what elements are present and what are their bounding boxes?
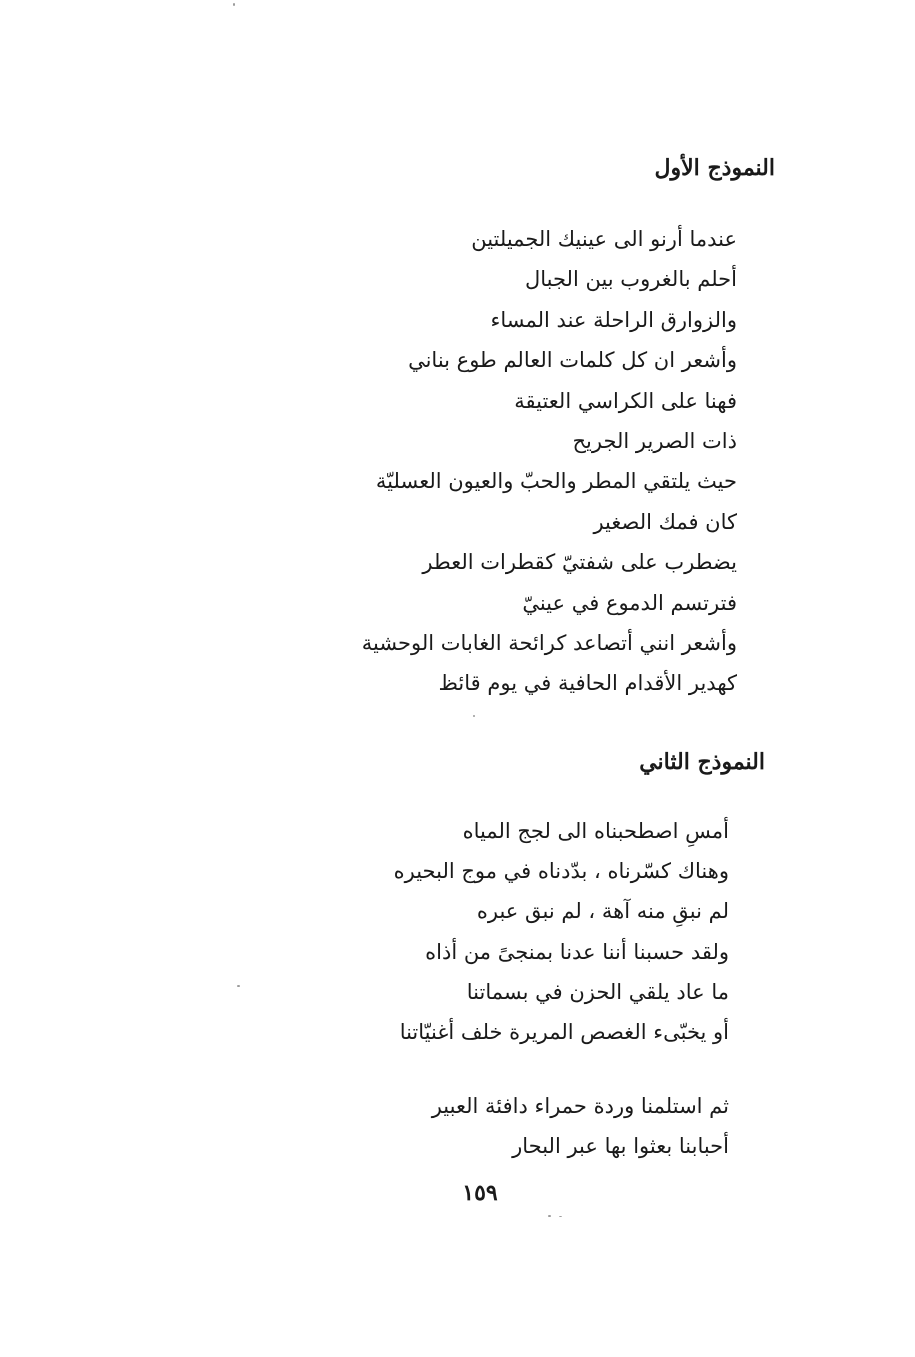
poem-line: ذات الصرير الجريح (572, 429, 737, 454)
poem-line: فترتسم الدموع في عينيّ (522, 590, 737, 615)
poem-line: أو يخبّىء الغصص المريرة خلف أغنيّاتنا (399, 1020, 729, 1045)
scan-speck (237, 985, 240, 987)
poem-line: حيث يلتقي المطر والحبّ والعيون العسليّة (375, 469, 737, 494)
section-title: النموذج الثاني (639, 749, 765, 775)
poem-section-second-model (394, 747, 765, 1167)
section-title: النموذج الأول (654, 155, 775, 181)
poem-line: وأشعر انني أتصاعد كرائحة الغابات الوحشية (361, 631, 737, 656)
poem-line: يضطرب على شفتيّ كقطرات العطر (422, 550, 737, 575)
scan-speck (233, 3, 235, 6)
page-number: ١٥٩ (462, 1180, 498, 1206)
poem-line: أحبابنا بعثوا بها عبر البحار (512, 1134, 729, 1159)
poem-line: والزوارق الراحلة عند المساء (490, 307, 737, 332)
poem-line: ثم استلمنا وردة حمراء دافئة العبير (431, 1094, 729, 1119)
poem-line: وأشعر ان كل كلمات العالم طوع بناني (408, 348, 737, 373)
poem-lines (362, 219, 737, 704)
scan-speck (473, 715, 475, 717)
poem-line: لم نبقِ منه آهة ، لم نبق عبره (476, 899, 729, 924)
poem-line: ما عاد يلقي الحزن في بسماتنا (466, 979, 729, 1004)
poem-line: أمسِ اصطحبناه الى لجج المياه (462, 819, 729, 843)
poem-section-first-model (362, 153, 775, 704)
scan-speck (559, 1216, 562, 1217)
poem-stanza (394, 1086, 729, 1166)
poem-line: وهناك كسّرناه ، بدّدناه في موج البحيره (393, 859, 729, 884)
poem-line: أحلم بالغروب بين الجبال (525, 267, 737, 292)
poem-line: كان فمك الصغير (593, 509, 737, 534)
scan-speck (548, 1215, 551, 1217)
poem-line: كهدير الأقدام الحافية في يوم قائظ (438, 671, 737, 696)
poem-line: ولقد حسبنا أننا عدنا بمنجىً من أذاه (425, 939, 729, 964)
poem-line: فهنا على الكراسي العتيقة (514, 388, 737, 413)
poem-stanza (394, 811, 729, 1052)
poem-line: عندما أرنو الى عينيك الجميلتين (471, 227, 737, 251)
